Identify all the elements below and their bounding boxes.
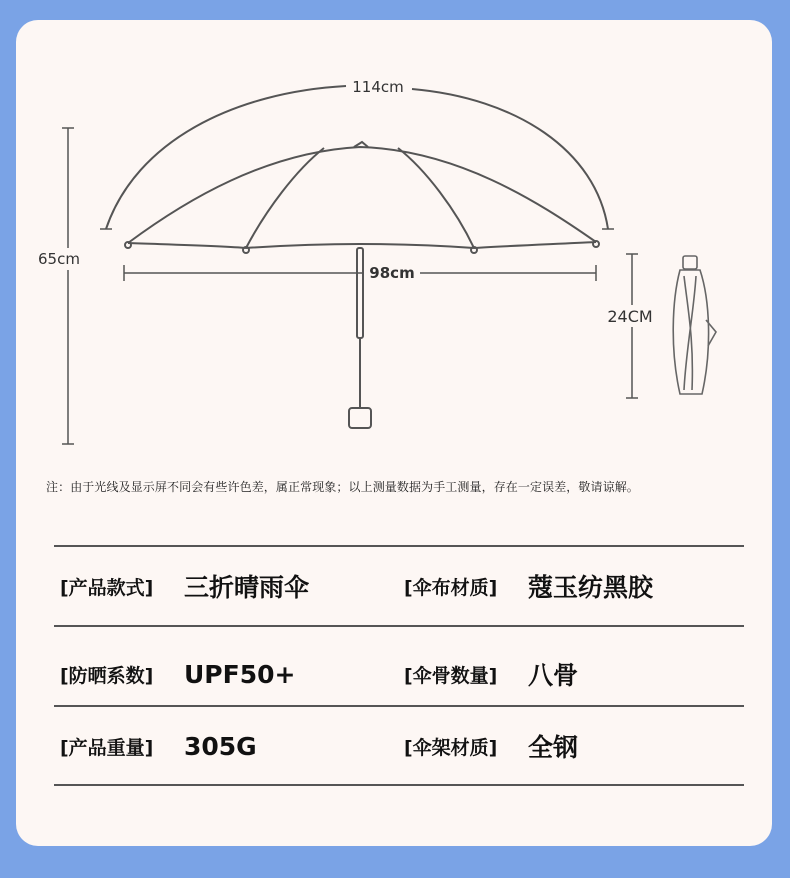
spec-value: 八骨 [528, 661, 579, 690]
spec-label: [产品款式] [60, 576, 154, 599]
folded-dimension-label: 24CM [607, 307, 653, 326]
divider [54, 545, 744, 547]
spec-value: UPF50+ [184, 659, 296, 689]
divider [54, 705, 744, 707]
spec-label: [产品重量] [60, 736, 154, 759]
spec-label: [伞骨数量] [404, 664, 498, 687]
spec-row [16, 566, 772, 606]
folded-umbrella-drawing [673, 256, 716, 394]
spec-row [16, 726, 772, 766]
spec-value: 305G [184, 731, 257, 761]
spec-card [16, 20, 772, 846]
arc-dimension-label: 114cm [352, 78, 404, 96]
spec-value: 全钢 [528, 733, 579, 762]
measurement-note: 注：由于光线及显示屏不同会有些许色差，属正常现象；以上测量数据为手工测量，存在一定误差，敬请谅解。 [46, 480, 639, 494]
spec-label: [伞架材质] [404, 736, 498, 759]
umbrella-dimension-diagram [16, 20, 772, 470]
spec-row [16, 654, 772, 694]
spec-value: 三折晴雨伞 [184, 573, 310, 602]
divider [54, 625, 744, 627]
height-dimension-label: 65cm [38, 250, 80, 268]
divider [54, 784, 744, 786]
width-dimension-label: 98cm [369, 264, 415, 282]
spec-label: [防晒系数] [60, 664, 154, 687]
spec-value: 蔻玉纺黑胶 [528, 573, 654, 602]
spec-label: [伞布材质] [404, 576, 498, 599]
open-umbrella-drawing [125, 142, 599, 428]
